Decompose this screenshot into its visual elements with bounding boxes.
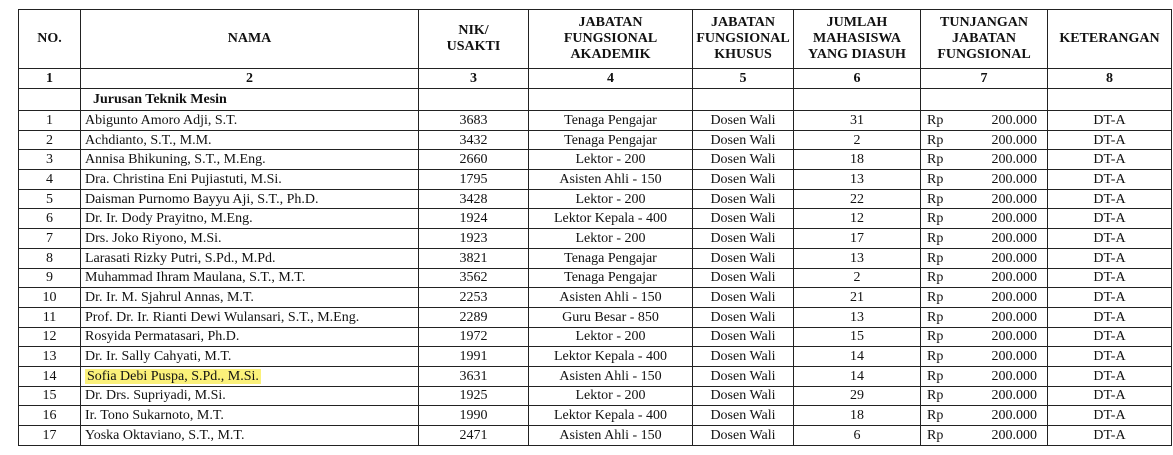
currency-label: Rp <box>927 368 944 384</box>
name-text: Larasati Rizky Putri, S.Pd., M.Pd. <box>85 250 276 266</box>
row-name <box>81 189 419 209</box>
row-keterangan: DT-A <box>1048 229 1172 249</box>
row-name <box>81 386 419 406</box>
row-keterangan: DT-A <box>1048 327 1172 347</box>
amount-value: 200.000 <box>991 152 1037 168</box>
name-text: Yoska Oktaviano, S.T., M.T. <box>85 427 245 443</box>
header-no: NO. <box>19 10 81 69</box>
row-nik: 1972 <box>419 327 529 347</box>
row-tunjangan <box>921 327 1048 347</box>
row-tunjangan <box>921 288 1048 308</box>
currency-label: Rp <box>927 132 944 148</box>
row-jabatan-khusus: Dosen Wali <box>693 150 794 170</box>
amount-value: 200.000 <box>991 171 1037 187</box>
row-name <box>81 406 419 426</box>
table-row <box>19 406 1172 426</box>
currency-label: Rp <box>927 230 944 246</box>
row-jabatan-khusus: Dosen Wali <box>693 288 794 308</box>
row-keterangan: DT-A <box>1048 130 1172 150</box>
header-nik: NIK/ USAKTI <box>419 10 529 69</box>
row-number: 16 <box>19 406 81 426</box>
header-keterangan: KETERANGAN <box>1048 10 1172 69</box>
table-row <box>19 209 1172 229</box>
amount-value: 200.000 <box>991 309 1037 325</box>
column-number: 2 <box>81 69 419 89</box>
row-tunjangan <box>921 209 1048 229</box>
row-tunjangan <box>921 248 1048 268</box>
row-jabatan-akademik: Asisten Ahli - 150 <box>529 288 693 308</box>
row-name <box>81 268 419 288</box>
row-number: 9 <box>19 268 81 288</box>
row-name <box>81 426 419 446</box>
row-jabatan-akademik: Lektor - 200 <box>529 386 693 406</box>
row-number: 6 <box>19 209 81 229</box>
table-row <box>19 268 1172 288</box>
row-jabatan-khusus: Dosen Wali <box>693 189 794 209</box>
column-number: 8 <box>1048 69 1172 89</box>
header-nama: NAMA <box>81 10 419 69</box>
amount-value: 200.000 <box>991 290 1037 306</box>
table-row <box>19 130 1172 150</box>
name-text: Abigunto Amoro Adji, S.T. <box>85 112 238 128</box>
row-jabatan-khusus: Dosen Wali <box>693 111 794 131</box>
empty-cell <box>794 89 921 111</box>
group-title: Jurusan Teknik Mesin <box>81 89 419 111</box>
row-jumlah-mahasiswa: 2 <box>794 268 921 288</box>
row-jabatan-akademik: Lektor - 200 <box>529 150 693 170</box>
row-keterangan: DT-A <box>1048 189 1172 209</box>
amount-value: 200.000 <box>991 211 1037 227</box>
row-jumlah-mahasiswa: 12 <box>794 209 921 229</box>
row-tunjangan <box>921 268 1048 288</box>
row-jumlah-mahasiswa: 14 <box>794 347 921 367</box>
name-text: Dr. Ir. Sally Cahyati, M.T. <box>85 349 232 365</box>
row-number: 12 <box>19 327 81 347</box>
row-nik: 3821 <box>419 248 529 268</box>
group-row <box>19 89 1172 111</box>
amount-value: 200.000 <box>991 349 1037 365</box>
currency-label: Rp <box>927 211 944 227</box>
currency-label: Rp <box>927 388 944 404</box>
row-number: 5 <box>19 189 81 209</box>
empty-cell <box>693 89 794 111</box>
row-keterangan: DT-A <box>1048 366 1172 386</box>
row-number: 17 <box>19 426 81 446</box>
row-tunjangan <box>921 406 1048 426</box>
row-nik: 1991 <box>419 347 529 367</box>
row-nik: 3432 <box>419 130 529 150</box>
group-no-cell <box>19 89 81 111</box>
row-jabatan-akademik: Guru Besar - 850 <box>529 307 693 327</box>
row-jabatan-akademik: Lektor - 200 <box>529 229 693 249</box>
row-jabatan-akademik: Asisten Ahli - 150 <box>529 426 693 446</box>
name-text: Dr. Ir. Dody Prayitno, M.Eng. <box>85 211 253 227</box>
row-jumlah-mahasiswa: 21 <box>794 288 921 308</box>
name-text: Dra. Christina Eni Pujiastuti, M.Si. <box>85 171 282 187</box>
row-keterangan: DT-A <box>1048 307 1172 327</box>
row-jumlah-mahasiswa: 13 <box>794 307 921 327</box>
name-text: Daisman Purnomo Bayyu Aji, S.T., Ph.D. <box>85 191 319 207</box>
row-jabatan-khusus: Dosen Wali <box>693 268 794 288</box>
row-keterangan: DT-A <box>1048 426 1172 446</box>
row-nik: 3683 <box>419 111 529 131</box>
row-name <box>81 130 419 150</box>
row-jabatan-khusus: Dosen Wali <box>693 347 794 367</box>
row-jabatan-khusus: Dosen Wali <box>693 386 794 406</box>
table-row <box>19 288 1172 308</box>
row-number: 11 <box>19 307 81 327</box>
row-number: 1 <box>19 111 81 131</box>
name-text: Rosyida Permatasari, Ph.D. <box>85 329 240 345</box>
empty-cell <box>1048 89 1172 111</box>
row-jumlah-mahasiswa: 17 <box>794 229 921 249</box>
row-jabatan-khusus: Dosen Wali <box>693 327 794 347</box>
row-jabatan-akademik: Lektor Kepala - 400 <box>529 406 693 426</box>
row-keterangan: DT-A <box>1048 150 1172 170</box>
row-nik: 1923 <box>419 229 529 249</box>
row-keterangan: DT-A <box>1048 347 1172 367</box>
table-row <box>19 229 1172 249</box>
row-tunjangan <box>921 170 1048 190</box>
empty-cell <box>529 89 693 111</box>
row-jabatan-akademik: Tenaga Pengajar <box>529 248 693 268</box>
row-jabatan-khusus: Dosen Wali <box>693 229 794 249</box>
row-name <box>81 248 419 268</box>
row-jabatan-khusus: Dosen Wali <box>693 406 794 426</box>
table-row <box>19 347 1172 367</box>
column-number: 5 <box>693 69 794 89</box>
table-row <box>19 366 1172 386</box>
row-keterangan: DT-A <box>1048 209 1172 229</box>
row-jabatan-khusus: Dosen Wali <box>693 209 794 229</box>
row-nik: 2253 <box>419 288 529 308</box>
row-nik: 1795 <box>419 170 529 190</box>
row-nik: 1924 <box>419 209 529 229</box>
row-tunjangan <box>921 366 1048 386</box>
row-keterangan: DT-A <box>1048 386 1172 406</box>
amount-value: 200.000 <box>991 250 1037 266</box>
row-keterangan: DT-A <box>1048 248 1172 268</box>
row-jumlah-mahasiswa: 13 <box>794 248 921 268</box>
row-jumlah-mahasiswa: 18 <box>794 150 921 170</box>
name-text: Dr. Drs. Supriyadi, M.Si. <box>85 388 226 404</box>
row-jumlah-mahasiswa: 31 <box>794 111 921 131</box>
row-jabatan-khusus: Dosen Wali <box>693 426 794 446</box>
currency-label: Rp <box>927 290 944 306</box>
row-jumlah-mahasiswa: 13 <box>794 170 921 190</box>
row-nik: 3428 <box>419 189 529 209</box>
row-tunjangan <box>921 150 1048 170</box>
name-text: Dr. Ir. M. Sjahrul Annas, M.T. <box>85 290 254 306</box>
row-jabatan-khusus: Dosen Wali <box>693 130 794 150</box>
row-number: 8 <box>19 248 81 268</box>
header-jabatan-fungsional-khusus: JABATAN FUNGSIONAL KHUSUS <box>693 10 794 69</box>
table-row <box>19 386 1172 406</box>
column-number: 4 <box>529 69 693 89</box>
row-jabatan-akademik: Tenaga Pengajar <box>529 130 693 150</box>
header-jabatan-fungsional-akademik: JABATAN FUNGSIONAL AKADEMIK <box>529 10 693 69</box>
row-jabatan-khusus: Dosen Wali <box>693 307 794 327</box>
column-number-row <box>19 69 1172 89</box>
table-row <box>19 426 1172 446</box>
amount-value: 200.000 <box>991 388 1037 404</box>
amount-value: 200.000 <box>991 368 1037 384</box>
row-number: 7 <box>19 229 81 249</box>
row-nik: 2471 <box>419 426 529 446</box>
row-name <box>81 288 419 308</box>
row-keterangan: DT-A <box>1048 111 1172 131</box>
column-number: 6 <box>794 69 921 89</box>
amount-value: 200.000 <box>991 112 1037 128</box>
amount-value: 200.000 <box>991 408 1037 424</box>
column-number: 7 <box>921 69 1048 89</box>
row-name <box>81 150 419 170</box>
amount-value: 200.000 <box>991 191 1037 207</box>
name-text: Prof. Dr. Ir. Rianti Dewi Wulansari, S.T., M.Eng. <box>85 309 360 325</box>
row-name <box>81 366 419 386</box>
row-keterangan: DT-A <box>1048 170 1172 190</box>
row-tunjangan <box>921 347 1048 367</box>
row-name <box>81 347 419 367</box>
row-number: 3 <box>19 150 81 170</box>
row-name <box>81 327 419 347</box>
currency-label: Rp <box>927 112 944 128</box>
column-number: 3 <box>419 69 529 89</box>
row-number: 13 <box>19 347 81 367</box>
empty-cell <box>921 89 1048 111</box>
currency-label: Rp <box>927 408 944 424</box>
row-jabatan-akademik: Tenaga Pengajar <box>529 268 693 288</box>
amount-value: 200.000 <box>991 230 1037 246</box>
row-name <box>81 170 419 190</box>
currency-label: Rp <box>927 250 944 266</box>
row-tunjangan <box>921 386 1048 406</box>
currency-label: Rp <box>927 349 944 365</box>
row-nik: 3631 <box>419 366 529 386</box>
row-jumlah-mahasiswa: 18 <box>794 406 921 426</box>
currency-label: Rp <box>927 309 944 325</box>
row-nik: 1990 <box>419 406 529 426</box>
row-jabatan-khusus: Dosen Wali <box>693 248 794 268</box>
row-jabatan-akademik: Lektor Kepala - 400 <box>529 347 693 367</box>
row-tunjangan <box>921 229 1048 249</box>
row-jabatan-akademik: Lektor - 200 <box>529 189 693 209</box>
table-row <box>19 189 1172 209</box>
row-jumlah-mahasiswa: 29 <box>794 386 921 406</box>
row-jabatan-akademik: Lektor - 200 <box>529 327 693 347</box>
row-keterangan: DT-A <box>1048 288 1172 308</box>
document-page <box>18 9 1172 446</box>
name-text: Muhammad Ihram Maulana, S.T., M.T. <box>85 270 306 286</box>
currency-label: Rp <box>927 152 944 168</box>
row-jumlah-mahasiswa: 15 <box>794 327 921 347</box>
lecturer-table <box>18 9 1172 446</box>
row-name <box>81 209 419 229</box>
row-number: 15 <box>19 386 81 406</box>
row-nik: 3562 <box>419 268 529 288</box>
row-number: 10 <box>19 288 81 308</box>
currency-label: Rp <box>927 329 944 345</box>
row-nik: 2660 <box>419 150 529 170</box>
amount-value: 200.000 <box>991 329 1037 345</box>
amount-value: 200.000 <box>991 270 1037 286</box>
row-tunjangan <box>921 189 1048 209</box>
row-keterangan: DT-A <box>1048 406 1172 426</box>
amount-value: 200.000 <box>991 132 1037 148</box>
amount-value: 200.000 <box>991 427 1037 443</box>
row-number: 4 <box>19 170 81 190</box>
highlighted-name: Sofia Debi Puspa, S.Pd., M.Si. <box>87 368 259 384</box>
row-nik: 2289 <box>419 307 529 327</box>
row-jumlah-mahasiswa: 6 <box>794 426 921 446</box>
currency-label: Rp <box>927 270 944 286</box>
row-jabatan-akademik: Asisten Ahli - 150 <box>529 366 693 386</box>
row-tunjangan <box>921 111 1048 131</box>
column-number: 1 <box>19 69 81 89</box>
row-jabatan-khusus: Dosen Wali <box>693 366 794 386</box>
table-row <box>19 170 1172 190</box>
row-name <box>81 307 419 327</box>
row-name <box>81 111 419 131</box>
table-row <box>19 248 1172 268</box>
row-jumlah-mahasiswa: 2 <box>794 130 921 150</box>
row-number: 14 <box>19 366 81 386</box>
name-text: Annisa Bhikuning, S.T., M.Eng. <box>85 152 266 168</box>
row-nik: 1925 <box>419 386 529 406</box>
header-tunjangan: TUNJANGAN JABATAN FUNGSIONAL <box>921 10 1048 69</box>
row-number: 2 <box>19 130 81 150</box>
name-text: Drs. Joko Riyono, M.Si. <box>85 230 222 246</box>
row-tunjangan <box>921 130 1048 150</box>
row-tunjangan <box>921 307 1048 327</box>
table-row <box>19 307 1172 327</box>
table-row <box>19 111 1172 131</box>
name-text: Ir. Tono Sukarnoto, M.T. <box>85 408 224 424</box>
name-text: Achdianto, S.T., M.M. <box>85 132 212 148</box>
row-jabatan-khusus: Dosen Wali <box>693 170 794 190</box>
table-row <box>19 150 1172 170</box>
row-jumlah-mahasiswa: 14 <box>794 366 921 386</box>
row-jabatan-akademik: Asisten Ahli - 150 <box>529 170 693 190</box>
row-jumlah-mahasiswa: 22 <box>794 189 921 209</box>
currency-label: Rp <box>927 427 944 443</box>
currency-label: Rp <box>927 191 944 207</box>
row-keterangan: DT-A <box>1048 268 1172 288</box>
header-jumlah-mahasiswa: JUMLAH MAHASISWA YANG DIASUH <box>794 10 921 69</box>
row-tunjangan <box>921 426 1048 446</box>
currency-label: Rp <box>927 171 944 187</box>
table-row <box>19 327 1172 347</box>
empty-cell <box>419 89 529 111</box>
row-name <box>81 229 419 249</box>
header-row <box>19 10 1172 69</box>
row-jabatan-akademik: Tenaga Pengajar <box>529 111 693 131</box>
row-jabatan-akademik: Lektor Kepala - 400 <box>529 209 693 229</box>
